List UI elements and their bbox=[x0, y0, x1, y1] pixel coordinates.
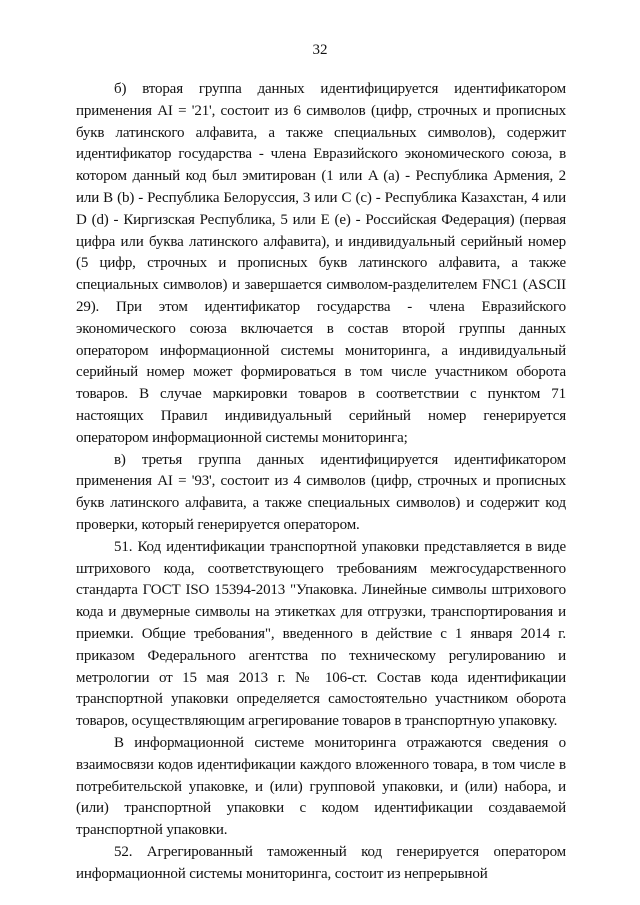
paragraph-51-transport-package-code: 51. Код идентификации транспортной упаковки представляется в виде штрихового кода, соответствующего требованиям межгосударственного стандарта ГОСТ ISO 15394-2013 "Упаковка. Линейные символы штрихового кода и двумерные символы на этикетках для отгрузки, транспортирования и приемки. Общие требования", введенного в действие с 1 января 2014 г. приказом Федерального агентства по техническому регулированию и метрологии от 15 мая 2013 г. № 106-ст. Состав кода идентификации транспортной упаковки определяется самостоятельно участником оборота товаров, осуществляющим агрегирование товаров в транспортную упаковку. bbox=[76, 538, 566, 730]
paragraph-b-second-data-group: б) вторая группа данных идентифицируется идентификатором применения AI = '21', состоит из 6 символов (цифр, строчных и прописных букв латинского алфавита, а также специальных символов), содержит идентификатор государства - члена Евразийского экономического союза, в котором данный код был эмитирован (1 или A (a) - Республика Армения, 2 или B (b) - Республика Белоруссия, 3 или C (c) - Республика Казахстан, 4 или D (d) - Киргизская Республика, 5 или E (e) - Российская Федерация) (первая цифра или буква латинского алфавита), и индивидуальный серийный номер (5 цифр, строчных и прописных букв латинского алфавита, а также специальных символов) и завершается символом-разделителем FNC1 (ASCII 29). При этом идентификатор государства - члена Евразийского экономического союза включается в состав второй группы данных оператором информационной системы мониторинга, а индивидуальный серийный номер может формироваться в том числе участником оборота товаров. В случае маркировки товаров в соответствии с пунктом 71 настоящих Правил индивидуальный серийный номер генерируется оператором информационной системы мониторинга; bbox=[76, 81, 566, 446]
paragraph-v-third-data-group: в) третья группа данных идентифицируется идентификатором применения AI = '93', состоит из 4 символов (цифр, строчных и прописных букв латинского алфавита, а также специальных символов) и содержит код проверки, который генерируется оператором. bbox=[76, 451, 566, 533]
paragraph-52-aggregated-customs-code: 52. Агрегированный таможенный код генерируется оператором информационной системы мониторинга, состоит из непрерывной bbox=[76, 843, 566, 882]
document-body bbox=[76, 79, 566, 885]
page-number: 32 bbox=[312, 42, 328, 58]
paragraph-monitoring-system-links: В информационной системе мониторинга отражаются сведения о взаимосвязи кодов идентификации каждого вложенного товара, в том числе в потребительской упаковке, и (или) групповой упаковки, и (или) набора, и (или) транспортной упаковки с кодом идентификации создаваемой транспортной упаковки. bbox=[76, 734, 566, 839]
